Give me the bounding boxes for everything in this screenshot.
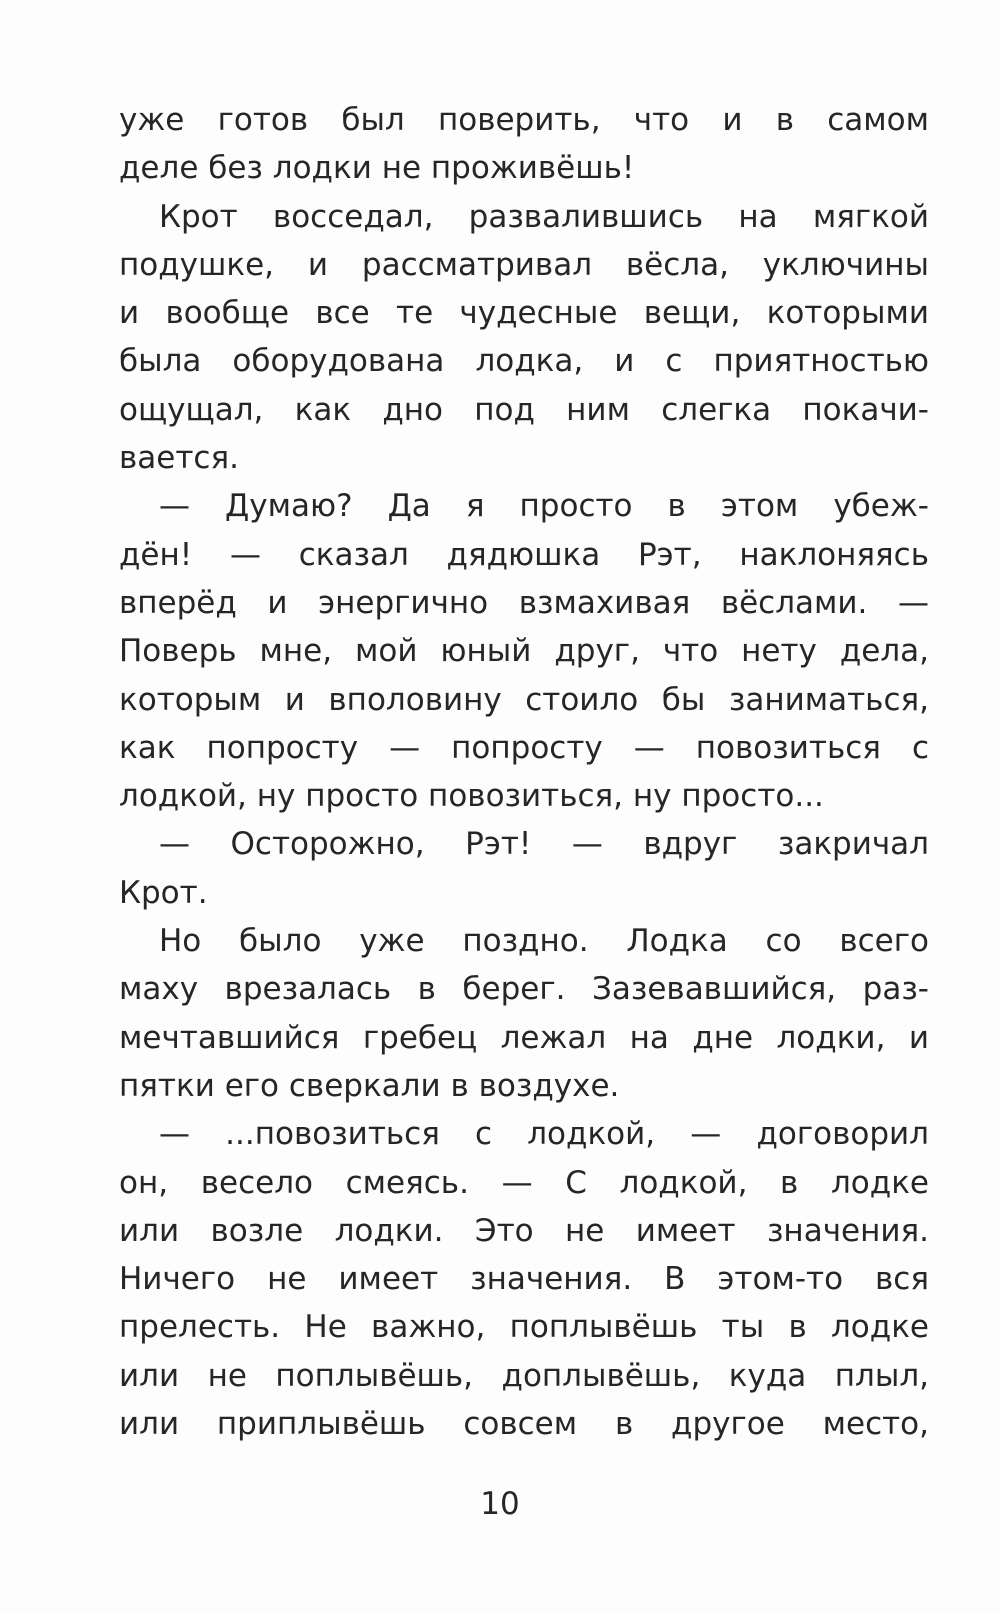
text-line: была оборудована лодка, и с приятностью <box>119 343 929 380</box>
text-line: вается. <box>119 440 239 477</box>
text-line: мечтавшийся гребец лежал на дне лодки, и <box>119 1019 929 1056</box>
text-line: или возле лодки. Это не имеет значения. <box>119 1212 929 1249</box>
text-line: Поверь мне, мой юный друг, что нету дела, <box>119 633 929 670</box>
text-line: уже готов был поверить, что и в самом <box>119 102 929 138</box>
text-line: ощущал, как дно под ним слегка покачи- <box>119 391 929 428</box>
text-line: или не поплывёшь, доплывёшь, куда плыл, <box>119 1357 929 1394</box>
text-line: деле без лодки не проживёшь! <box>119 150 635 187</box>
page-text <box>119 96 929 1448</box>
text-line: — Осторожно, Рэт! — вдруг закричал <box>159 826 929 863</box>
text-line: которым и вполовину стоило бы заниматься, <box>119 681 929 718</box>
page-number: 10 <box>480 1486 520 1522</box>
text-line: Крот. <box>119 874 208 911</box>
text-line: пятки его сверкали в воздухе. <box>119 1067 620 1104</box>
text-line: подушке, и рассматривал вёсла, уключины <box>119 246 929 283</box>
text-line: и вообще все те чудесные вещи, которыми <box>119 295 929 332</box>
text-line: дён! — сказал дядюшка Рэт, наклоняясь <box>119 536 929 573</box>
text-line: — ...повозиться с лодкой, — договорил <box>159 1116 929 1153</box>
text-line: или приплывёшь совсем в другое место, <box>119 1406 929 1443</box>
text-line: Но было уже поздно. Лодка со всего <box>159 923 929 960</box>
text-line: лодкой, ну просто повозиться, ну просто... <box>119 778 824 815</box>
text-line: — Думаю? Да я просто в этом убеж- <box>159 488 929 525</box>
text-line: прелесть. Не важно, поплывёшь ты в лодке <box>119 1309 929 1346</box>
text-line: Ничего не имеет значения. В этом-то вся <box>119 1261 929 1298</box>
text-line: как попросту — попросту — повозиться с <box>119 729 929 766</box>
text-line: он, весело смеясь. — С лодкой, в лодке <box>119 1164 929 1201</box>
text-line: Крот восседал, развалившись на мягкой <box>159 198 929 235</box>
text-line: маху врезалась в берег. Зазевавшийся, раз- <box>119 971 929 1008</box>
text-line: вперёд и энергично взмахивая вёслами. — <box>119 584 929 621</box>
